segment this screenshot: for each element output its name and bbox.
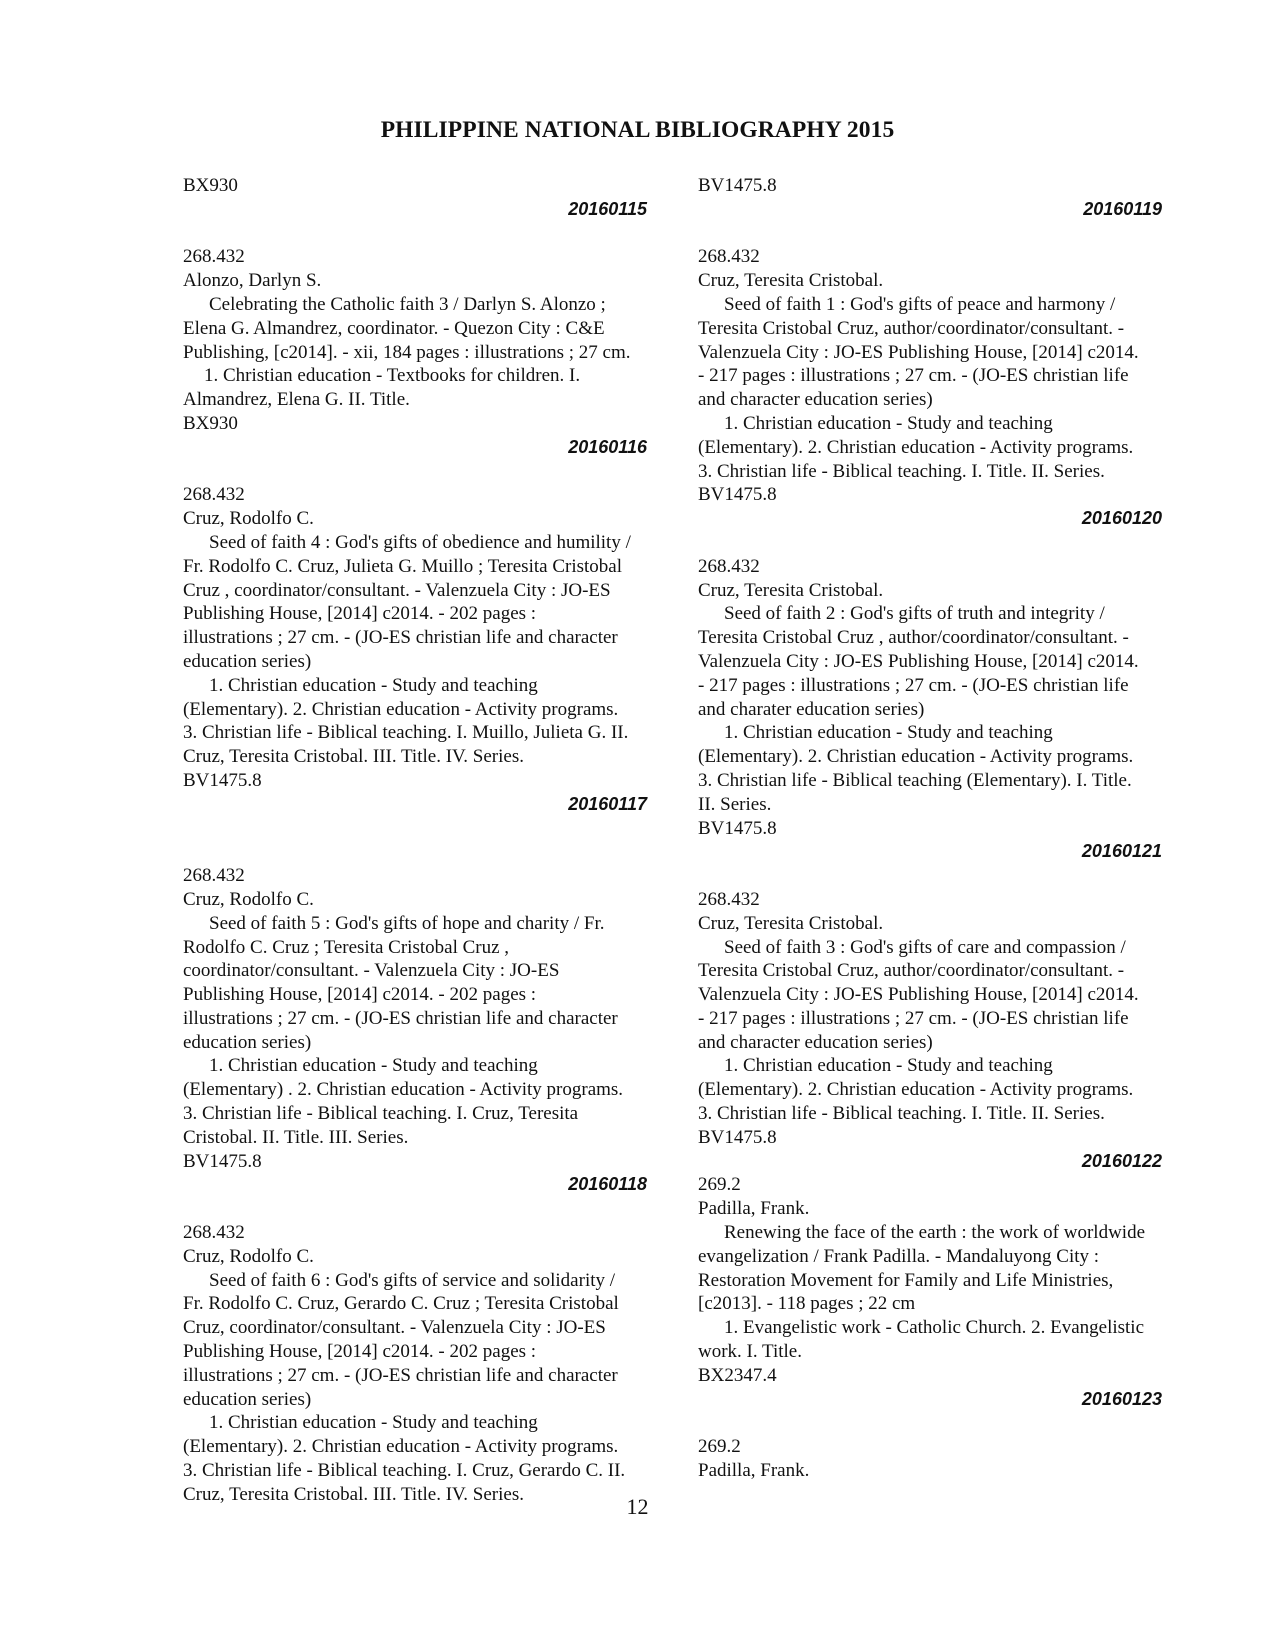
entry-line: Cruz, Teresita Cristobal.	[698, 579, 884, 601]
entry-line: illustrations ; 27 cm. - (JO-ES christian life and character	[183, 627, 618, 649]
entry-line: 268.432	[183, 484, 245, 506]
entry-line: Cruz, Teresita Cristobal. III. Title. IV. Series.	[183, 1483, 524, 1505]
entry-line: - 217 pages : illustrations ; 27 cm. - (JO-ES christian life	[698, 674, 1129, 696]
entry-line: Publishing, [c2014]. - xii, 184 pages : illustrations ; 27 cm.	[183, 341, 631, 363]
entry-line-indented: 1. Evangelistic work - Catholic Church. 2. Evangelistic	[724, 1317, 1145, 1339]
entry-line: illustrations ; 27 cm. - (JO-ES christian life and character	[183, 1007, 618, 1029]
call-number: BV1475.8	[698, 484, 777, 506]
entry-line: work. I. Title.	[698, 1341, 802, 1363]
entry-line: Publishing House, [2014] c2014. - 202 pages :	[183, 603, 537, 625]
call-number: BV1475.8	[183, 1150, 262, 1172]
accession-number: 20160122	[1081, 1150, 1162, 1171]
accession-number: 20160119	[1083, 198, 1162, 219]
entry-line: 268.432	[183, 1222, 245, 1244]
entry-line: Cruz , coordinator/consultant. - Valenzuela City : JO-ES	[183, 579, 611, 601]
entry-line: Almandrez, Elena G. II. Title.	[183, 389, 410, 411]
accession-number: 20160116	[568, 436, 647, 457]
entry-line: Cruz, Teresita Cristobal.	[698, 270, 884, 292]
entry-line: II. Series.	[698, 793, 772, 815]
entry-line: 269.2	[698, 1436, 741, 1458]
entry-line: Teresita Cristobal Cruz, author/coordinator/consultant. -	[698, 960, 1125, 982]
entry-line-indented: Seed of faith 5 : God's gifts of hope and charity / Fr.	[209, 912, 605, 934]
call-number: BV1475.8	[698, 817, 777, 839]
entry-line: (Elementary). 2. Christian education - Activity programs.	[698, 1079, 1134, 1101]
entry-spacer	[698, 531, 1188, 555]
entry-line: Cristobal. II. Title. III. Series.	[183, 1126, 409, 1148]
entry-line-indented: Renewing the face of the earth : the work of worldwide	[724, 1222, 1146, 1244]
entry-line-indented: 1. Christian education - Study and teaching	[209, 1412, 538, 1434]
call-number: BX930	[183, 175, 238, 196]
call-number: BV1475.8	[183, 769, 262, 791]
accession-number: 20160117	[568, 793, 647, 814]
entry-line-indented: Seed of faith 3 : God's gifts of care and compassion /	[724, 936, 1126, 958]
call-number: BV1475.8	[698, 175, 777, 196]
entry-line: [c2013]. - 118 pages ; 22 cm	[698, 1293, 916, 1315]
entry-line-indented: 1. Christian education - Study and teaching	[724, 722, 1053, 744]
entry-line: Valenzuela City : JO-ES Publishing House, [2014] c2014.	[698, 984, 1139, 1006]
entry-spacer	[183, 460, 673, 484]
entry-line: Rodolfo C. Cruz ; Teresita Cristobal Cruz ,	[183, 936, 510, 958]
entry-line: Alonzo, Darlyn S.	[183, 270, 322, 292]
entry-line: illustrations ; 27 cm. - (JO-ES christian life and character	[183, 1364, 618, 1386]
entry-spacer	[183, 817, 673, 865]
entry-line: (Elementary) . 2. Christian education - Activity programs.	[183, 1079, 624, 1101]
entry-line: (Elementary). 2. Christian education - Activity programs.	[183, 698, 619, 720]
entry-line: Valenzuela City : JO-ES Publishing House, [2014] c2014.	[698, 341, 1139, 363]
entry-line: Teresita Cristobal Cruz, author/coordinator/consultant. -	[698, 317, 1125, 339]
entry-line: 3. Christian life - Biblical teaching. I. Title. II. Series.	[698, 460, 1105, 482]
entry-line: 268.432	[183, 865, 245, 887]
entry-line: Cruz, Rodolfo C.	[183, 1245, 314, 1267]
entry-line-indented: Seed of faith 6 : God's gifts of service and solidarity /	[209, 1269, 616, 1291]
entry-line-indented: 1. Christian education - Study and teaching	[209, 1055, 538, 1077]
entry-line: 3. Christian life - Biblical teaching. I. Cruz, Teresita	[183, 1103, 579, 1125]
call-number: BX2347.4	[698, 1364, 777, 1386]
entry-line: 268.432	[698, 888, 760, 910]
entry-line-indented: 1. Christian education - Study and teaching	[724, 412, 1053, 434]
entry-line: 268.432	[183, 246, 245, 268]
entry-line: education series)	[183, 650, 312, 672]
entry-spacer	[183, 222, 673, 246]
entry-line: coordinator/consultant. - Valenzuela City : JO-ES	[183, 960, 560, 982]
entry-line: (Elementary). 2. Christian education - Activity programs.	[698, 436, 1134, 458]
entry-line-indented: Seed of faith 4 : God's gifts of obedience and humility /	[209, 531, 631, 553]
entry-line: Cruz, Rodolfo C.	[183, 508, 314, 530]
entry-line: education series)	[183, 1031, 312, 1053]
entry-line: 3. Christian life - Biblical teaching. I. Title. II. Series.	[698, 1103, 1105, 1125]
entry-line-indented: Celebrating the Catholic faith 3 / Darlyn S. Alonzo ;	[209, 293, 606, 315]
entry-line-indented: Seed of faith 2 : God's gifts of truth and integrity /	[724, 603, 1105, 625]
entry-line: Fr. Rodolfo C. Cruz, Julieta G. Muillo ; Teresita Cristobal	[183, 555, 622, 577]
entry-line-indented: 1. Christian education - Study and teaching	[209, 674, 538, 696]
entry-line: and character education series)	[698, 389, 933, 411]
entry-line: Cruz, Teresita Cristobal.	[698, 912, 884, 934]
entry-line-indented: 1. Christian education - Study and teaching	[724, 1055, 1053, 1077]
accession-number: 20160121	[1081, 841, 1162, 862]
entry-line: evangelization / Frank Padilla. - Mandaluyong City :	[698, 1245, 1100, 1267]
entry-line: 3. Christian life - Biblical teaching. I. Muillo, Julieta G. II.	[183, 722, 629, 744]
left-column	[183, 174, 673, 1507]
entry-line: Fr. Rodolfo C. Cruz, Gerardo C. Cruz ; Teresita Cristobal	[183, 1293, 619, 1315]
entry-line: Restoration Movement for Family and Life Ministries,	[698, 1269, 1114, 1291]
accession-number: 20160120	[1081, 508, 1162, 529]
entry-line: and charater education series)	[698, 698, 925, 720]
entry-spacer	[698, 222, 1188, 246]
entry-line: 268.432	[698, 246, 760, 268]
accession-number: 20160115	[568, 198, 647, 219]
right-column	[698, 174, 1188, 1483]
accession-number: 20160123	[1081, 1388, 1162, 1409]
entry-line: (Elementary). 2. Christian education - Activity programs.	[183, 1436, 619, 1458]
entry-line: 269.2	[698, 1174, 741, 1196]
call-number: BV1475.8	[698, 1126, 777, 1148]
entry-line: Publishing House, [2014] c2014. - 202 pages :	[183, 1341, 537, 1363]
entry-spacer	[698, 864, 1188, 888]
page-number: 12	[626, 1494, 649, 1519]
entry-line: Valenzuela City : JO-ES Publishing House, [2014] c2014.	[698, 650, 1139, 672]
call-number: BX930	[183, 412, 238, 434]
entry-spacer	[183, 1197, 673, 1221]
entry-line: 3. Christian life - Biblical teaching (Elementary). I. Title.	[698, 769, 1132, 791]
entry-spacer	[698, 1411, 1188, 1435]
entry-line: (Elementary). 2. Christian education - Activity programs.	[698, 746, 1134, 768]
entry-line: - 217 pages : illustrations ; 27 cm. - (JO-ES christian life	[698, 365, 1129, 387]
entry-line: Publishing House, [2014] c2014. - 202 pages :	[183, 984, 537, 1006]
entry-line: Cruz, coordinator/consultant. - Valenzuela City : JO-ES	[183, 1317, 606, 1339]
entry-line: 3. Christian life - Biblical teaching. I. Cruz, Gerardo C. II.	[183, 1460, 626, 1482]
entry-line-indented: 1. Christian education - Textbooks for children. I.	[204, 365, 581, 387]
entry-line: education series)	[183, 1388, 312, 1410]
accession-number: 20160118	[568, 1174, 647, 1195]
entry-line: and character education series)	[698, 1031, 933, 1053]
entry-line: Cruz, Teresita Cristobal. III. Title. IV. Series.	[183, 746, 524, 768]
entry-line: - 217 pages : illustrations ; 27 cm. - (JO-ES christian life	[698, 1007, 1129, 1029]
entry-line-indented: Seed of faith 1 : God's gifts of peace and harmony /	[724, 293, 1116, 315]
entry-line: Elena G. Almandrez, coordinator. - Quezon City : C&E	[183, 317, 605, 339]
entry-line: Padilla, Frank.	[698, 1198, 810, 1220]
entry-line: 268.432	[698, 555, 760, 577]
page-title: PHILIPPINE NATIONAL BIBLIOGRAPHY 2015	[380, 117, 895, 143]
entry-line: Teresita Cristobal Cruz , author/coordinator/consultant. -	[698, 627, 1129, 649]
entry-line: Cruz, Rodolfo C.	[183, 888, 314, 910]
entry-line: Padilla, Frank.	[698, 1460, 810, 1482]
